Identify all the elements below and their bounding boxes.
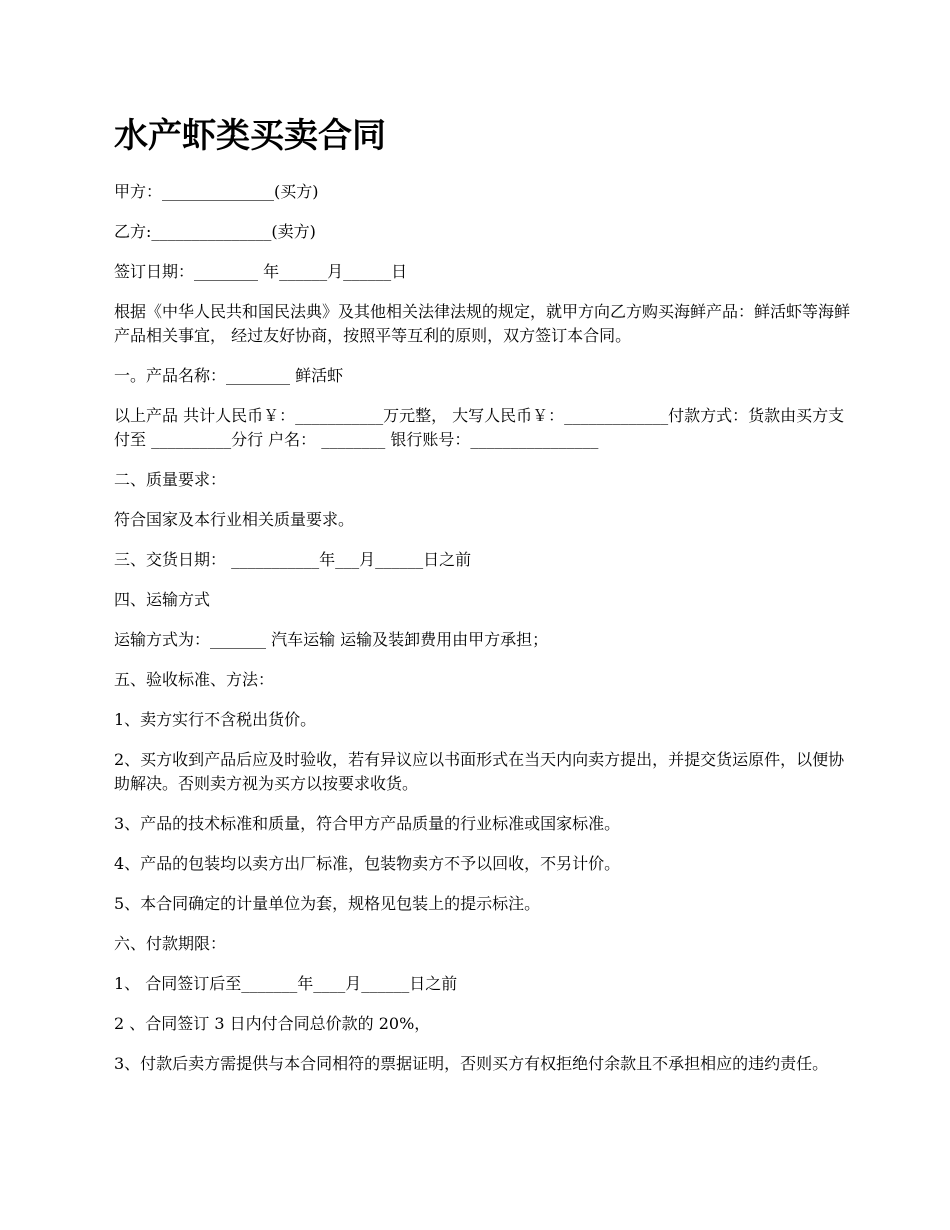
contract-page — [114, 112, 854, 1092]
acceptance-item-4: 4、产品的包装均以卖方出厂标准，包装物卖方不予以回收，不另计价。 — [114, 854, 621, 873]
section-3-delivery-date: 三、交货日期： ___________年___月______日之前 — [114, 550, 472, 569]
payment-term-item-2: 2 、合同签订 3 日内付合同总价款的 20%， — [114, 1014, 431, 1033]
acceptance-item-5: 5、本合同确定的计量单位为套，规格见包装上的提示标注。 — [114, 894, 541, 913]
quality-requirement-text: 符合国家及本行业相关质量要求。 — [114, 510, 355, 529]
payment-details-paragraph: 以上产品 共计人民币￥：___________万元整， 大写人民币￥：_____________付款方式：货款由买方支付至 __________分行 户名： ________ 银行账号：________________ — [114, 406, 845, 449]
payment-term-item-1: 1、 合同签订后至_______年____月______日之前 — [114, 974, 458, 993]
section-2-heading: 二、质量要求： — [114, 470, 227, 489]
section-4-heading: 四、运输方式 — [114, 590, 211, 609]
section-1-product-name: 一。产品名称：________ 鲜活虾 — [114, 366, 344, 385]
section-6-heading: 六、付款期限： — [114, 934, 227, 953]
acceptance-item-2: 2、买方收到产品后应及时验收，若有异议应以书面形式在当天内向卖方提出，并提交货运原件，以便协助解决。否则卖方视为买方以按要求收货。 — [114, 750, 845, 793]
party-b-line: 乙方:_______________(卖方) — [114, 222, 316, 241]
transport-method-text: 运输方式为：_______ 汽车运输 运输及装卸费用由甲方承担； — [114, 630, 549, 649]
party-a-line: 甲方：______________(买方) — [114, 182, 319, 201]
signing-date-line: 签订日期：________ 年______月______日 — [114, 262, 408, 281]
preamble-paragraph: 根据《中华人民共和国民法典》及其他相关法律法规的规定，就甲方向乙方购买海鲜产品：鲜活虾等海鲜产品相关事宜， 经过友好协商，按照平等互利的原则，双方签订本合同。 — [114, 302, 851, 345]
payment-term-item-3: 3、付款后卖方需提供与本合同相符的票据证明，否则买方有权拒绝付余款且不承担相应的违约责任。 — [114, 1054, 829, 1073]
acceptance-item-3: 3、产品的技术标准和质量，符合甲方产品质量的行业标准或国家标准。 — [114, 814, 621, 833]
section-5-heading: 五、验收标准、方法： — [114, 670, 275, 689]
acceptance-item-1: 1、卖方实行不含税出货价。 — [114, 710, 317, 729]
document-title: 水产虾类买卖合同 — [114, 116, 386, 156]
